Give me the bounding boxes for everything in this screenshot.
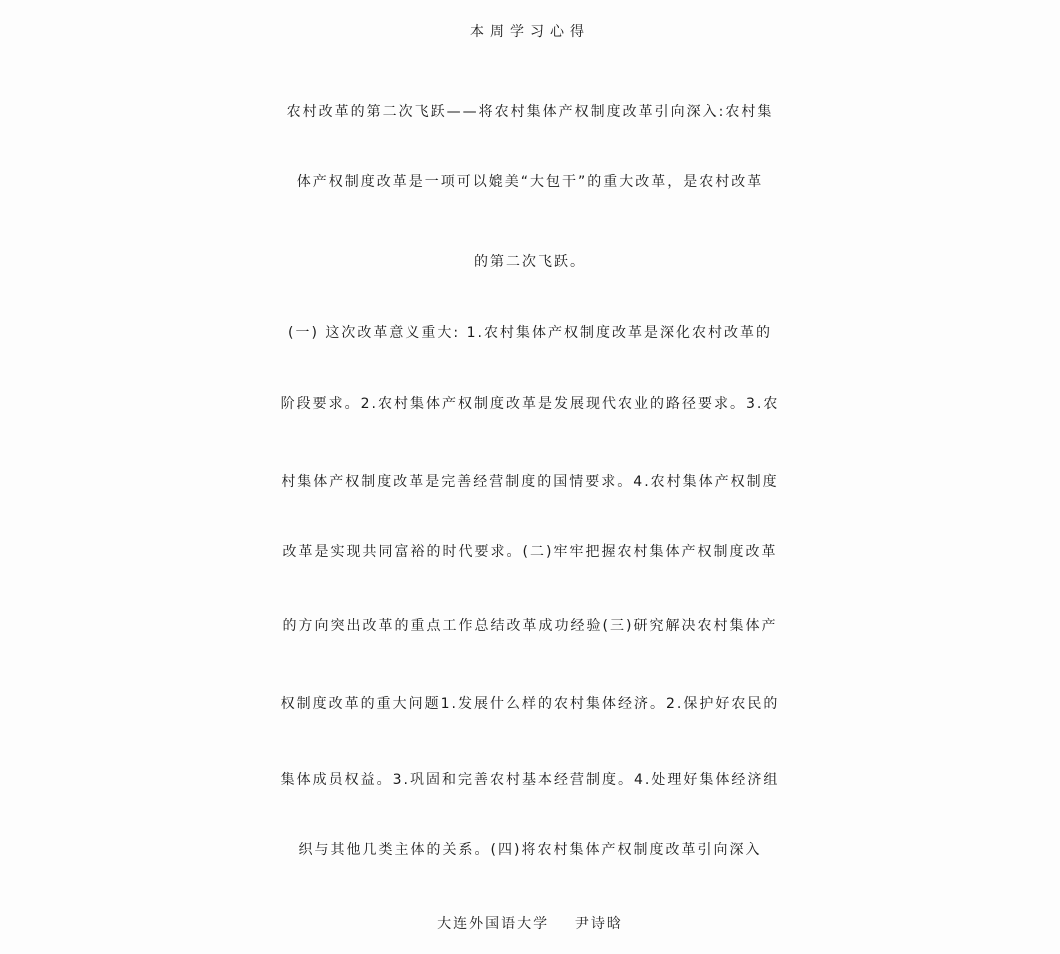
text-line: 集体成员权益。3.巩固和完善农村基本经营制度。4.处理好集体经济组 — [280, 772, 780, 788]
text-line: 的第二次飞跃。 — [474, 254, 586, 270]
text-line: 改革是实现共同富裕的时代要求。(二)牢牢把握农村集体产权制度改革 — [282, 544, 778, 560]
author-signature: 大连外国语大学 尹诗晗 — [437, 916, 623, 932]
page-title: 本周学习心得 — [470, 24, 590, 40]
text-line: 农村改革的第二次飞跃——将农村集体产权制度改革引向深入:农村集 — [286, 104, 774, 120]
text-line: (一) 这次改革意义重大: 1.农村集体产权制度改革是深化农村改革的 — [288, 325, 772, 341]
text-line: 体产权制度改革是一项可以媲美“大包干”的重大改革，是农村改革 — [296, 174, 764, 190]
text-line: 权制度改革的重大问题1.发展什么样的农村集体经济。2.保护好农民的 — [280, 696, 780, 712]
text-line: 织与其他几类主体的关系。(四)将农村集体产权制度改革引向深入 — [298, 842, 762, 858]
text-line: 的方向突出改革的重点工作总结改革成功经验(三)研究解决农村集体产 — [282, 618, 778, 634]
text-line: 村集体产权制度改革是完善经营制度的国情要求。4.农村集体产权制度 — [281, 474, 779, 490]
text-line: 阶段要求。2.农村集体产权制度改革是发展现代农业的路径要求。3.农 — [280, 396, 780, 412]
